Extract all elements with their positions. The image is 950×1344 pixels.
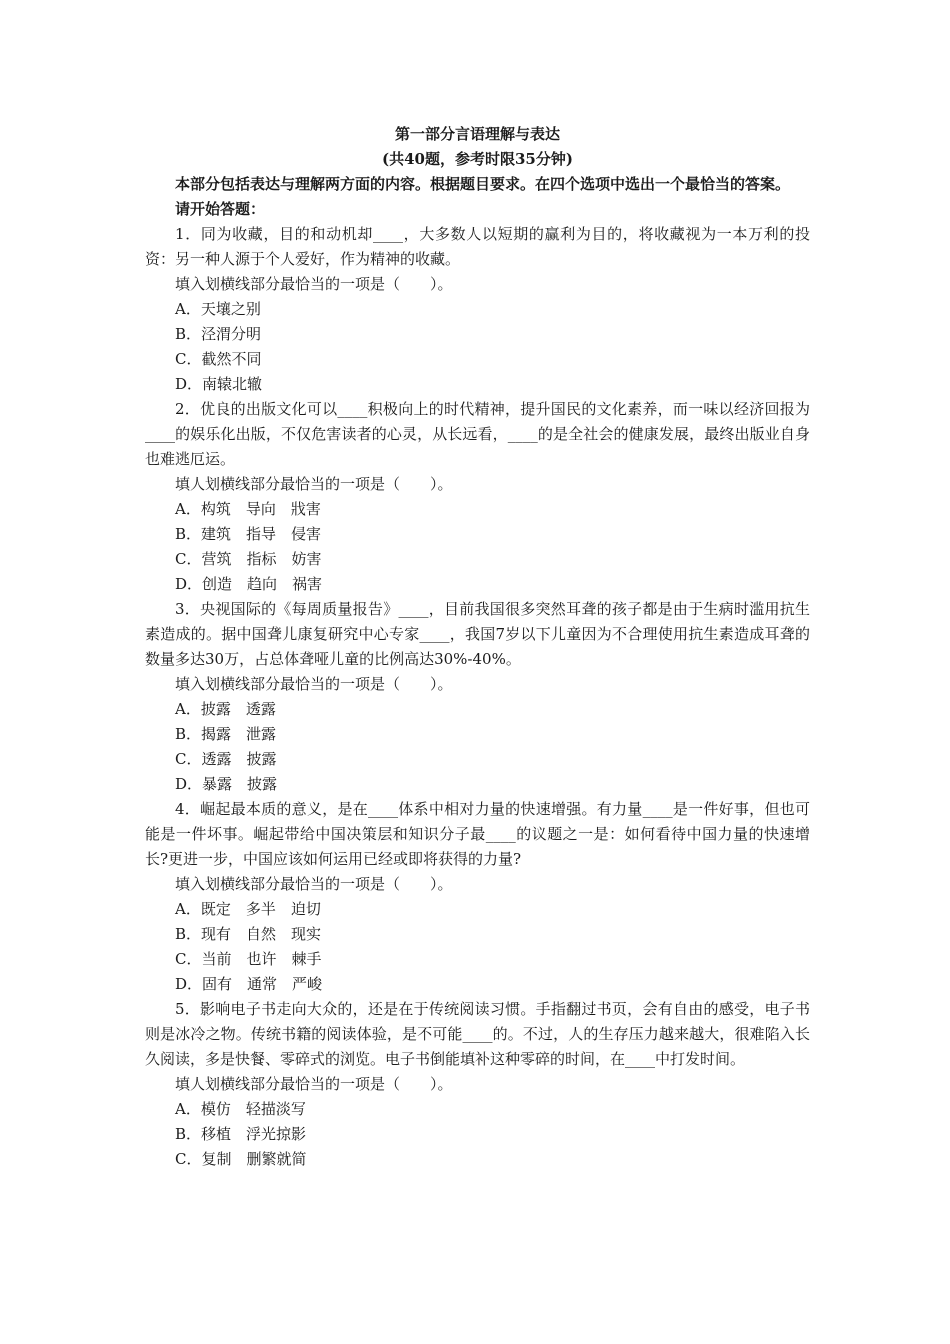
- question-prompt: 填入划横线部分最恰当的一项是（ ）。: [175, 275, 453, 293]
- option-b: B．现有 自然 现实: [175, 925, 322, 943]
- option-a: A．模仿 轻描淡写: [175, 1100, 306, 1118]
- document-page: [145, 122, 810, 1172]
- section-subtitle: (共40题，参考时限35分钟): [382, 150, 573, 168]
- question-4: [145, 797, 810, 997]
- question-text: 1．同为收藏，目的和动机却____，大多数人以短期的赢利为目的，将收藏视为一本万利的投资：另一种人源于个人爱好，作为精神的收藏。: [145, 225, 810, 268]
- section-title: 第一部分言语理解与表达: [394, 125, 560, 143]
- question-prompt: 填人划横线部分最恰当的一项是（ ）。: [175, 475, 453, 493]
- option-c: C．截然不同: [175, 350, 262, 368]
- option-b: B．建筑 指导 侵害: [175, 525, 322, 543]
- option-b: B．泾渭分明: [175, 325, 262, 343]
- question-text: 2．优良的出版文化可以____积极向上的时代精神，提升国民的文化素养，而一味以经济回报为____的娱乐化出版，不仅危害读者的心灵，从长远看，____的是全社会的健康发展，最终出版业自身也难逃厄运。: [145, 400, 810, 468]
- instructions: 本部分包括表达与理解两方面的内容。根据题目要求。在四个选项中选出一个最恰当的答案。: [175, 175, 791, 193]
- option-c: C．营筑 指标 妨害: [175, 550, 322, 568]
- option-a: A．披露 透露: [175, 700, 276, 718]
- question-prompt: 填入划横线部分最恰当的一项是（ ）。: [175, 675, 453, 693]
- option-a: A．既定 多半 迫切: [175, 900, 321, 918]
- option-c: C．复制 删繁就简: [175, 1150, 307, 1168]
- option-d: D．暴露 披露: [175, 775, 278, 793]
- question-prompt: 填入划横线部分最恰当的一项是（ ）。: [175, 875, 453, 893]
- question-prompt: 填人划横线部分最恰当的一项是（ ）。: [175, 1075, 453, 1093]
- option-c: C．透露 披露: [175, 750, 277, 768]
- option-c: C．当前 也许 棘手: [175, 950, 322, 968]
- option-d: D．固有 通常 严峻: [175, 975, 323, 993]
- question-text: 3．央视国际的《每周质量报告》____，目前我国很多突然耳聋的孩子都是由于生病时滥用抗生素造成的。据中国聋儿康复研究中心专家____，我国7岁以下儿童因为不合理使用抗生素造成耳聋的数量多达30万，占总体聋哑儿童的比例高达30%-40%。: [145, 600, 810, 668]
- question-3: [145, 597, 810, 797]
- option-d: D．南辕北辙: [175, 375, 263, 393]
- question-1: [145, 222, 810, 397]
- question-text: 4．崛起最本质的意义，是在____体系中相对力量的快速增强。有力量____是一件好事，但也可能是一件坏事。崛起带给中国决策层和知识分子最____的议题之一是：如何看待中国力量的快速增长?更进一步，中国应该如何运用已经或即将获得的力量?: [145, 800, 810, 868]
- question-text: 5．影响电子书走向大众的，还是在于传统阅读习惯。手指翻过书页，会有自由的感受，电子书则是冰冷之物。传统书籍的阅读体验，是不可能____的。不过，人的生存压力越来越大，很难陷入长久阅读，多是快餐、零碎式的浏览。电子书倒能填补这种零碎的时间，在____中打发时间。: [145, 1000, 810, 1068]
- option-d: D．创造 趋向 祸害: [175, 575, 323, 593]
- option-b: B．移植 浮光掠影: [175, 1125, 307, 1143]
- option-b: B．揭露 泄露: [175, 725, 277, 743]
- option-a: A．构筑 导向 戕害: [175, 500, 321, 518]
- question-2: [145, 397, 810, 597]
- start-prompt: 请开始答题：: [175, 200, 266, 218]
- option-a: A．天壤之别: [175, 300, 261, 318]
- question-5: [145, 997, 810, 1172]
